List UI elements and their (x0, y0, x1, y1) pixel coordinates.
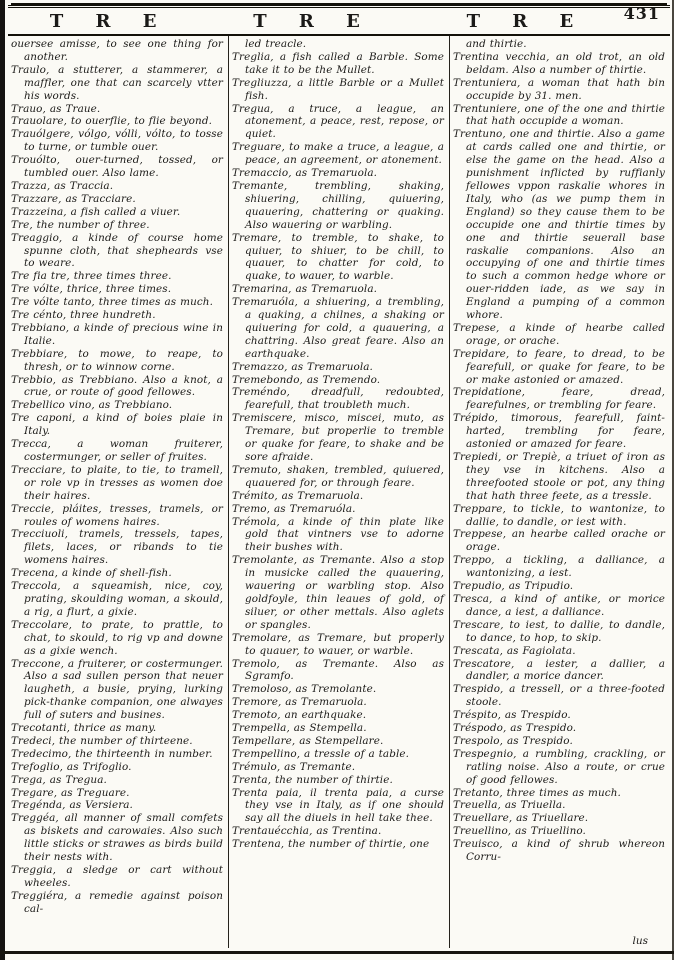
dictionary-entry: Trentuno, one and thirtie. Also a game at cards called one and thirtie, or else the game on the head. Also a punishment inflicted by ruffianly fellowes vppon raskalie whores in Italy, who (as we pump them in England) so they cause them to be occupide one and thirtie times by one and thirtie seuerall base raskalie companions. Also an occupying of one and thirtie times to such a common hedge whore or ouer-ridden iade, as we say in England a pumping of a common whore. (453, 128, 665, 322)
scan-edge-bottom (0, 951, 674, 954)
dictionary-entry: Treggéa, all manner of small comfets as biskets and carowaies. Also such little sticks or strawes as birds build their nests with. (11, 812, 223, 864)
dictionary-entry: Trefoglio, as Trifoglio. (11, 760, 132, 773)
dictionary-entry: Trépido, timorous, fearefull, faint-harted, trembling for feare, astonied or amazed for feare. (453, 412, 665, 451)
dictionary-entry: Traulo, a stutterer, a stammerer, a maffler, one that can scarcely vtter his words. (11, 63, 223, 102)
dictionary-entry: Trauolare, to ouerflie, to flie beyond. (11, 115, 212, 128)
dictionary-entry: Tremazzo, as Tremaruola. (232, 360, 373, 373)
dictionary-entry: Trémito, as Tremaruola. (232, 489, 364, 502)
dictionary-entry: Trentina vecchia, an old trot, an old beldam. Also a number of thirtie. (453, 50, 665, 76)
dictionary-entry: Treccone, a fruiterer, or costermunger. Also a sad sullen person that neuer laugheth, a busie, prying, lurking pick-thanke companion, one alwayes full of suters and busines. (11, 657, 223, 722)
dictionary-entry: Tremolante, as Tremante. Also a stop in musicke called the quauering, wauering or warbling stop. Also goldfoyle, thin leaues of gold, of siluer, or other mettals. Also aglets or spangles. (232, 554, 444, 631)
dictionary-entry: Treglia, a fish called a Barble. Some take it to be the Mullet. (232, 50, 444, 76)
dictionary-entry: Trepidare, to feare, to dread, to be fearefull, or quake for feare, to be or make astonied or amazed. (453, 347, 665, 386)
dictionary-entry: Tre cénto, three hundreth. (11, 309, 156, 322)
dictionary-entry: Treccie, pláites, tresses, tramels, or roules of womens haires. (11, 502, 223, 528)
dictionary-entry: Tre vólte, thrice, three times. (11, 283, 172, 296)
dictionary-entry: Trémola, a kinde of thin plate like gold that vintners vse to adorne their bushes with. (232, 515, 444, 554)
dictionary-entry: Treccola, a squeamish, nice, coy, prating, skoulding woman, a skould, a rig, a flurt, a gixie. (11, 580, 223, 618)
dictionary-entry: Tredeci, the number of thirteene. (11, 734, 193, 747)
dictionary-entry: Tremuto, shaken, trembled, quiuered, quauered for, or through feare. (232, 463, 444, 489)
dictionary-entry: led treacle. (245, 38, 307, 50)
dictionary-entry: Tremolare, as Tremare, but properly to quauer, to wauer, or warble. (232, 631, 444, 657)
dictionary-entry: Tre, the number of three. (11, 218, 150, 231)
dictionary-entry: ouersee amisse, to see one thing for another. (11, 38, 223, 63)
dictionary-entry: Trecena, a kinde of shell-fish. (11, 567, 172, 580)
dictionary-entry: Trespegnio, a rumbling, crackling, or ratling noise. Also a route, or crue of good fellowes. (453, 747, 665, 786)
dictionary-entry: Treaggio, a kinde of course home spunne cloth, that shepheards vse to weare. (11, 231, 223, 270)
dictionary-entry: Treuisco, a kind of shrub whereon Corru- (453, 838, 665, 864)
column-1 (8, 36, 228, 948)
dictionary-entry: Tretanto, three times as much. (453, 786, 621, 799)
dictionary-entry: Tremo, as Tremaruóla. (232, 502, 356, 515)
text-columns (8, 36, 670, 948)
dictionary-entry: Trescatore, a iester, a dallier, a dandler, a morice dancer. (453, 657, 665, 683)
dictionary-entry: Trescata, as Fagiolata. (453, 644, 576, 657)
dictionary-entry: Tre fia tre, three times three. (11, 270, 172, 283)
dictionary-entry: Tremore, as Tremaruola. (232, 696, 367, 709)
dictionary-entry: Trepudio, as Tripudio. (453, 580, 574, 593)
dictionary-entry: Treuella, as Triuella. (453, 799, 566, 812)
dictionary-entry: Treuellare, as Triuellare. (453, 812, 589, 825)
dictionary-entry: Tréspito, as Trespido. (453, 709, 571, 722)
dictionary-entry: Trentauécchia, as Trentina. (232, 825, 382, 838)
dictionary-entry: Tregliuzza, a little Barble or a Mullet fish. (232, 76, 444, 102)
dictionary-entry: Trentuniera, a woman that hath bin occupide by 31. men. (453, 76, 665, 102)
dictionary-entry: Tremante, trembling, shaking, shiuering, chilling, quiuering, quauering, chattering or quaking. Also wauering or warbling. (232, 179, 444, 231)
dictionary-entry: Trempella, as Stempella. (232, 722, 367, 735)
dictionary-entry: Trenta paia, il trenta paia, a curse they vse in Italy, as if one should say all the diuels in hell take thee. (232, 786, 444, 825)
dictionary-entry: Treggia, a sledge or cart without wheeles. (11, 864, 223, 889)
dictionary-entry: Tre vólte tanto, three times as much. (11, 296, 213, 309)
dictionary-entry: Tremiscere, misco, miscei, muto, as Tremare, but properlie to tremble or quake for feare, to shake and be sore afraide. (232, 412, 444, 463)
dictionary-entry: Trouólto, ouer-turned, tossed, or tumbled ouer. Also lame. (11, 154, 223, 180)
dictionary-entry: Tremaruóla, a shiuering, a trembling, a quaking, a chilnes, a shaking or quiuering for cold, a quauering, a chattring. Also great feare. Also an earthquake. (232, 296, 444, 360)
dictionary-entry: Trebbiano, a kinde of precious wine in Italie. (11, 321, 223, 347)
dictionary-entry: Tremolo, as Tremante. Also as Sgramfo. (232, 657, 444, 683)
dictionary-entry: Trega, as Tregua. (11, 773, 107, 786)
dictionary-entry: Trecciuoli, tramels, tressels, tapes, filets, laces, or ribands to tie womens haires. (11, 528, 223, 567)
dictionary-entry: Trazzare, as Tracciare. (11, 192, 136, 205)
column-2 (228, 36, 449, 948)
dictionary-entry: Trespido, a tressell, or a three-footed stoole. (453, 683, 665, 709)
dictionary-entry: Tremarina, as Tremaruola. (232, 283, 378, 296)
dictionary-entry: Tresca, a kind of antike, or morice dance, a iest, a dalliance. (453, 592, 665, 618)
dictionary-entry: Tremoto, an earthquake. (232, 709, 367, 722)
dictionary-entry: Trepiedi, or Trepiè, a triuet of iron as they vse in kitchens. Also a threefooted stoole or pot, any thing that hath three feete, as a tressle. (453, 451, 665, 502)
column-3 (449, 36, 670, 948)
dictionary-entry: Tempellare, as Stempellare. (232, 734, 384, 747)
dictionary-entry: Trecciare, to plaite, to tie, to tramell, or role vp in tresses as women doe their haires. (11, 463, 223, 502)
dictionary-entry: Trecca, a woman fruiterer, costermunger, or seller of fruites. (11, 438, 223, 463)
dictionary-entry: Trepidatione, feare, dread, fearefulnes, or trembling for feare. (453, 386, 665, 412)
dictionary-entry: Tremoloso, as Tremolante. (232, 683, 377, 696)
dictionary-entry: Tregare, as Treguare. (11, 786, 130, 799)
dictionary-entry: Trentena, the number of thirtie, one (232, 838, 430, 851)
page-header (8, 5, 670, 36)
dictionary-entry: Trempellino, a tressle of a table. (232, 747, 410, 760)
dictionary-entry: Tredecimo, the thirteenth in number. (11, 747, 213, 760)
dictionary-entry: Trentuniere, one of the one and thirtie that hath occupide a woman. (453, 102, 665, 128)
dictionary-entry: Tre caponi, a kind of boies plaie in Italy. (11, 412, 223, 438)
dictionary-entry: Trémulo, as Tremante. (232, 760, 356, 773)
dictionary-entry: Tregua, a truce, a league, an atonement, a peace, rest, repose, or quiet. (232, 102, 444, 141)
running-head-3: T R E (466, 10, 587, 32)
dictionary-entry: Trazza, as Traccia. (11, 179, 114, 192)
dictionary-entry: Treppare, to tickle, to wantonize, to dallie, to dandle, or iest with. (453, 502, 665, 528)
dictionary-entry: Trauo, as Traue. (11, 102, 101, 115)
scan-edge-left (0, 0, 5, 960)
dictionary-entry: Trebellico vino, as Trebbiano. (11, 399, 173, 412)
dictionary-entry: Trauólgere, vólgo, vólli, vólto, to tosse to turne, or tumble ouer. (11, 128, 223, 154)
dictionary-entry: Treggiéra, a remedie against poison cal- (11, 889, 223, 915)
dictionary-entry: Tremare, to tremble, to shake, to quiuer, to shiuer, to be chill, to quauer, to chatter for cold, to quake, to wauer, to warble. (232, 231, 444, 283)
dictionary-entry: Treguare, to make a truce, a league, a peace, an agreement, or atonement. (232, 141, 444, 167)
dictionary-entry: Treméndo, dreadfull, redoubted, fearefull, that troubleth much. (232, 386, 444, 412)
dictionary-entry: Treppese, an hearbe called orache or orage. (453, 528, 665, 554)
dictionary-entry: Treppo, a tickling, a dalliance, a wantonizing, a iest. (453, 554, 665, 580)
dictionary-entry: Trescare, to iest, to dallie, to dandle, to dance, to hop, to skip. (453, 618, 665, 644)
dictionary-entry: Tréspodo, as Trespido. (453, 722, 577, 735)
page-number: 431 (623, 4, 660, 23)
dictionary-entry: Treuellino, as Triuellino. (453, 825, 586, 838)
dictionary-entry: Tremebondo, as Tremendo. (232, 373, 381, 386)
dictionary-entry: Trebbio, as Trebbiano. Also a knot, a crue, or route of good fellowes. (11, 373, 223, 399)
running-head-2: T R E (253, 10, 373, 32)
dictionary-entry: Tremaccio, as Tremaruola. (232, 167, 378, 180)
dictionary-entry: Treccolare, to prate, to prattle, to chat, to skould, to rig vp and downe as a gixie wench. (11, 618, 223, 657)
dictionary-entry: and thirtie. (466, 38, 527, 50)
dictionary-entry: Trepese, a kinde of hearbe called orage, or orache. (453, 321, 665, 347)
dictionary-entry: Trecotanti, thrice as many. (11, 722, 157, 735)
dictionary-entry: Trebbiare, to mowe, to reape, to thresh, or to winnow corne. (11, 347, 223, 373)
dictionary-entry: Trazzeina, a fish called a viuer. (11, 205, 181, 218)
catchword: lus (628, 935, 648, 947)
running-head-1: T R E (49, 10, 170, 32)
dictionary-entry: Trenta, the number of thirtie. (232, 773, 393, 786)
dictionary-entry: Trespolo, as Trespido. (453, 734, 573, 747)
dictionary-entry: Tregénda, as Versiera. (11, 799, 133, 812)
